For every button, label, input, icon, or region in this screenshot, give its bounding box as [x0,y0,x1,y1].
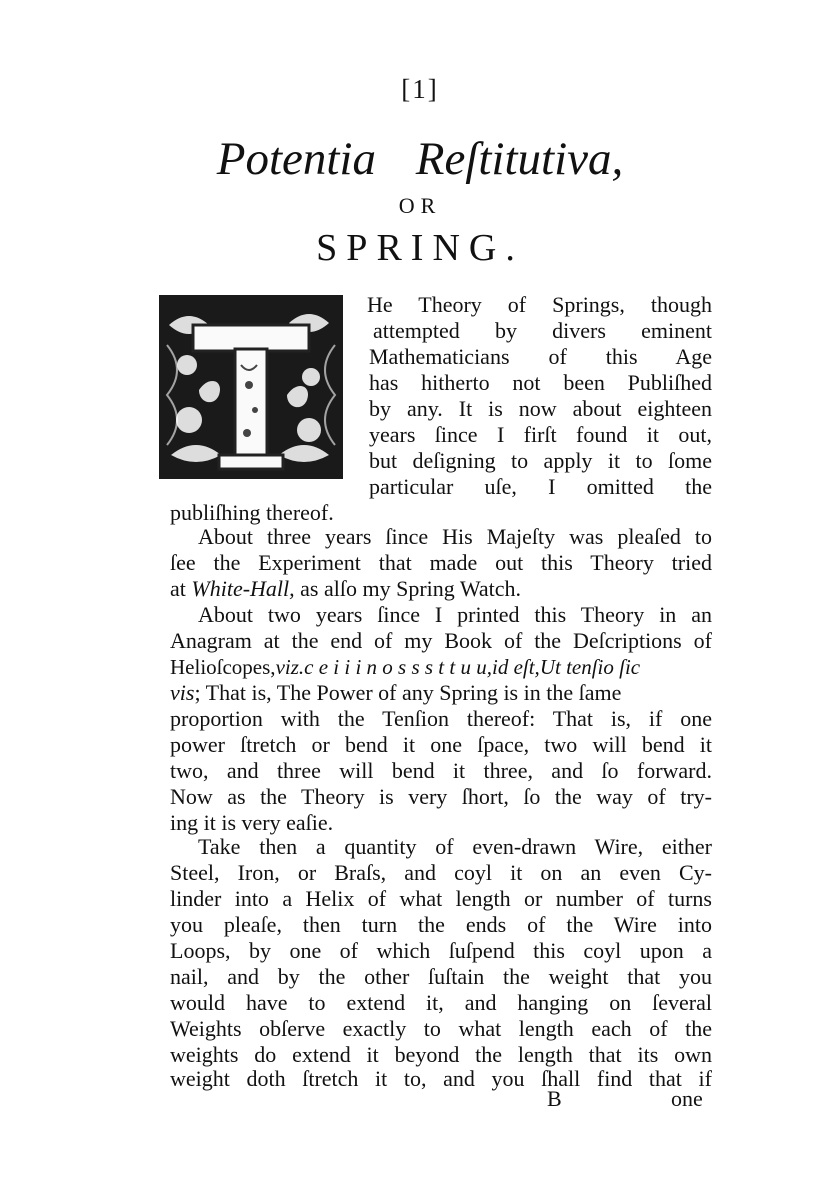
text-line: years ſince I firſt found it out, [369,422,712,447]
text-line: attempted by divers eminent [373,318,712,343]
page-number: [1] [401,74,439,104]
title-or: OR [398,193,442,218]
text-line: Mathematicians of this Age [369,344,712,369]
latin-phrase: Ut tenſio ſic [539,655,641,679]
latin-phrase: id eſt, [491,655,540,679]
anagram: viz.c e i i i n o s s s t t u u, [275,655,492,679]
text-line: Weights obſerve exactly to what length each of the [170,1016,712,1041]
text-span: ; That is, The Power of any Spring is in the ſame [194,680,622,705]
text-line: weights do extend it beyond the length that its own [170,1042,712,1067]
text-line: Loops, by one of which ſuſpend this coyl upon a [170,938,712,963]
text-line: Anagram at the end of my Book of the Deſcriptions of [170,628,712,653]
text-line: nail, and by the other ſuſtain the weight that you [170,964,712,989]
signature-mark: B [547,1086,562,1111]
text-line: Now as the Theory is very ſhort, ſo the way of try- [170,784,712,809]
text-line: by any. It is now about eighteen [369,396,712,421]
text-line: ing it is very eaſie. [170,810,334,835]
text-line: particular uſe, I omitted the [369,474,712,499]
catchword: one [671,1086,703,1111]
text-span: at [170,576,186,601]
text-line: weight doth ſtretch it to, and you ſhall find that if [170,1066,712,1091]
text-line: He Theory of Springs, though [367,292,712,317]
page-title: Potentia Reſtitutiva, [216,133,624,185]
text-line: has hitherto not been Publiſhed [369,370,712,395]
page-subtitle: SPRING. [316,227,524,269]
text-line: you pleaſe, then turn the ends of the Wire into [170,912,712,937]
text-line [170,654,640,680]
text-line: power ſtretch or bend it one ſpace, two will bend it [170,732,712,757]
text-line: publiſhing thereof. [170,500,334,525]
text-line: would have to extend it, and hanging on ſeveral [170,990,712,1015]
text-line: linder into a Helix of what length or number of turns [170,886,712,911]
place-name: White-Hall, [191,576,295,601]
latin-phrase: vis [170,680,195,705]
text-line [170,576,521,602]
text-line: About two years ſince I printed this Theory in an [198,602,712,627]
text-line: ſee the Experiment that made out this Theory tried [170,550,712,575]
text-line [170,680,621,706]
text-span: as alſo my Spring Watch. [300,576,522,601]
text-line: two, and three will bend it three, and ſo forward. [170,758,712,783]
text-line: Steel, Iron, or Braſs, and coyl it on an even Cy- [170,860,712,885]
text-line: but deſigning to apply it to ſome [369,448,712,473]
text-line: About three years ſince His Majeſty was pleaſed to [198,524,712,549]
decorated-initial [159,295,343,479]
text-line: Take then a quantity of even-drawn Wire, either [198,834,712,859]
text-span: Helioſcopes, [170,655,276,679]
text-line: proportion with the Tenſion thereof: That is, if one [170,706,712,731]
